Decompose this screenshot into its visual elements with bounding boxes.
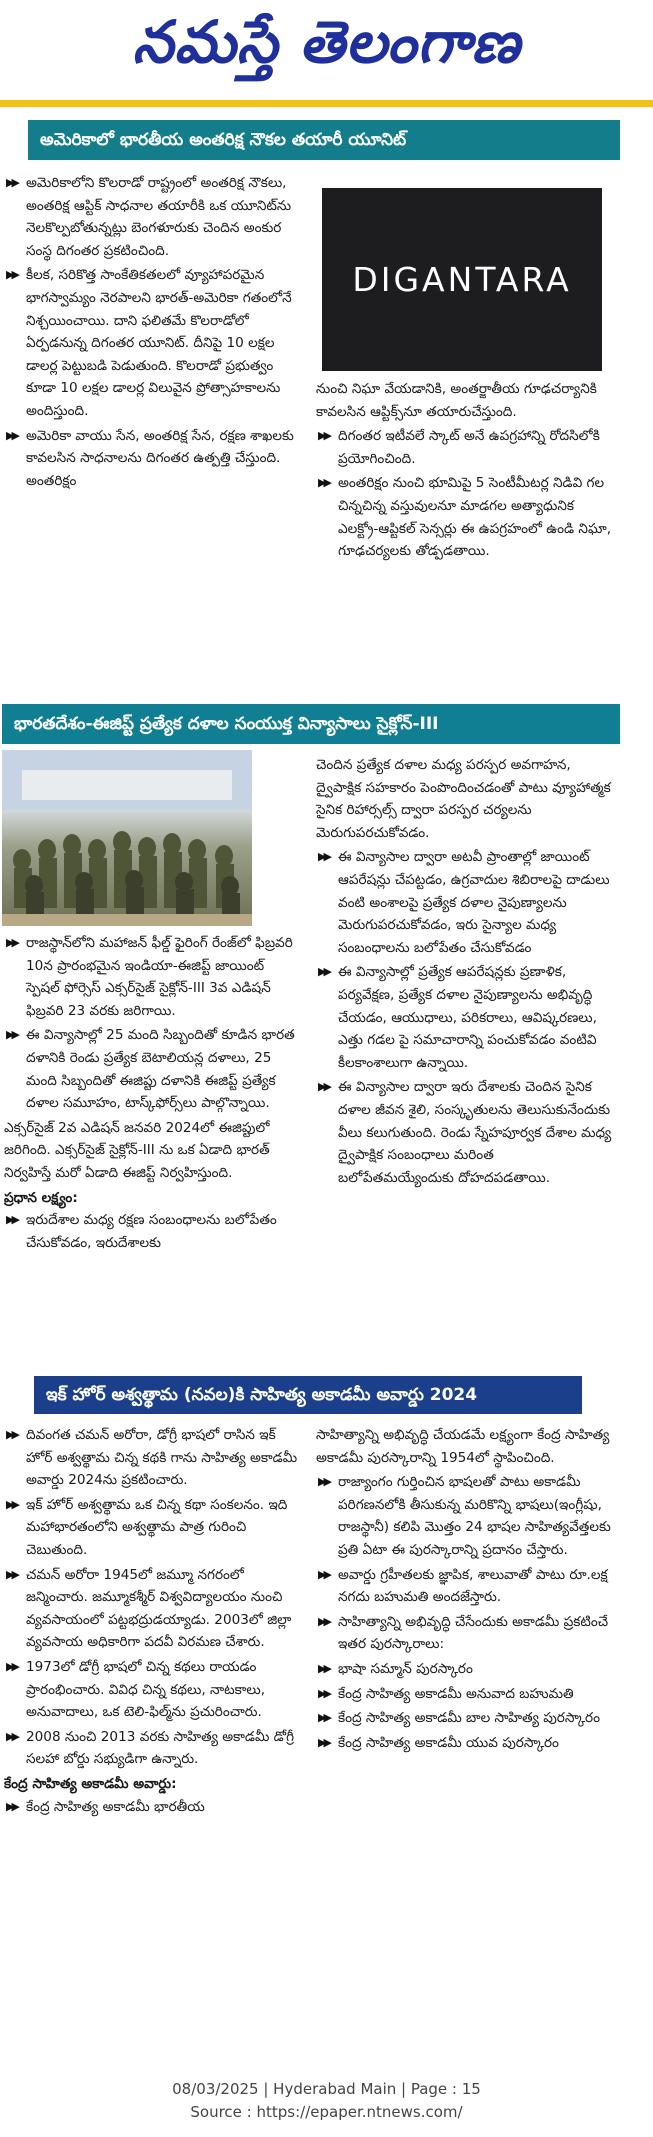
double-arrow-icon: ▶▶ <box>6 1497 17 1511</box>
list-item: ▶▶ దిగంతర ఇటీవలే స్కాట్ అనే ఉపగ్రహాన్ని రోదసిలోకి ప్రయోగించింది. <box>316 425 612 470</box>
article-3-title: ఇక్ హోర్ అశ్వత్థామ (నవల)కి సాహిత్య అకాడమీ అవార్డు 2024 <box>34 1376 582 1414</box>
list-item: ▶▶ చమన్ అరోరా 1945లో జమ్మూ నగరంలో జన్మించారు. జమ్మూకశ్మీర్ విశ్వవిద్యాలయం నుంచి వ్యవసాయంలో పట్టభద్రుడయ్యాడు. 2003లో జిల్లా వ్యవసాయ అధికారిగా పదవీ విరమణ చేశారు. <box>4 1564 300 1654</box>
double-arrow-icon: ▶▶ <box>318 1686 329 1700</box>
continuation-text: చెందిన ప్రత్యేక దళాల మధ్య పరస్పర అవగాహన, ద్వైపాక్షిక సహకారం పెంపొందించడంతో పాటు వ్యూహాత్మక సైనిక రిహార్సల్స్ ద్వారా పరస్పర చర్యలను మెరుగుపరచుకోవడం. <box>316 757 611 841</box>
list-item: ▶▶ కేంద్ర సాహిత్య అకాడమీ యువ పురస్కారం <box>316 1732 612 1755</box>
list-item: ▶▶ అంతరిక్షం నుంచి భూమిపై 5 సెంటీమీటర్ల నిడివి గల చిన్నచిన్న వస్తువులనూ మాడగల అత్యాధునిక ఎలక్ట్రో-ఆప్టికల్ సెన్సర్లు ఈ ఉపగ్రహంలో ఉండి నిఘా, గూఢచర్యలకు తోడ్పడతాయి. <box>316 472 612 562</box>
article-1-title: అమెరికాలో భారతీయ అంతరిక్ష నౌకల తయారీ యూనిట్ <box>28 120 620 160</box>
footer-source-link[interactable]: Source : https://epaper.ntnews.com/ <box>190 2103 463 2121</box>
article-2 <box>0 700 620 1368</box>
masthead-title: నమస్తే తెలంగాణ <box>132 8 521 76</box>
list-item: ▶▶ కేంద్ర సాహిత్య అకాడమీ అనువాద బహుమతి <box>316 1683 612 1706</box>
list-item: ▶▶ ఇరుదేశాల మధ్య రక్షణ సంబంధాలను బలోపేతం చేసుకోవడం, ఇరుదేశాలకు <box>4 1209 300 1254</box>
double-arrow-icon: ▶▶ <box>318 1475 329 1489</box>
double-arrow-icon: ▶▶ <box>6 1428 17 1441</box>
double-arrow-icon: ▶▶ <box>318 850 329 864</box>
continuation-text: సాహిత్యాన్ని అభివృద్ధి చేయడమే లక్ష్యంగా కేంద్ర సాహిత్య అకాడమీ పురస్కారాన్ని 1954లో స్థాపించింది. <box>316 1427 610 1466</box>
paragraph: ఎక్సర్‌సైజ్ 2వ ఎడిషన్ జనవరి 2024లో ఈజిప్టులో జరిగింది. ఎక్సర్‌సైజ్ సైక్లోన్-III ను ఒక ఏడాది భారత్ నిర్వహిస్తే మరో ఏడాది ఈజిప్ట్ నిర్వహిస్తుంది. <box>4 1119 270 1181</box>
article-3 <box>0 1376 620 2050</box>
double-arrow-icon: ▶▶ <box>6 1659 17 1673</box>
list-item: ▶▶ కేంద్ర సాహిత్య అకాడమీ భారతీయ <box>4 1796 300 1819</box>
double-arrow-icon: ▶▶ <box>6 428 17 442</box>
troops-photo-image <box>2 750 252 926</box>
list-item: ▶▶ 1973లో డోగ్రీ భాషలో చిన్న కథలు రాయడం ప్రారంభించారు. వివిధ చిన్న కథలు, నాటకాలు, అనువాదాలు, ఒక టెలి-ఫిల్మ్‌ను ప్రచురించారు. <box>4 1656 300 1724</box>
list-item: ▶▶ ఈ విన్యాసాల్లో ప్రత్యేక ఆపరేషన్లకు ప్రణాళిక, పర్యవేక్షణ, ప్రత్యేక దళాల నైపుణ్యాలను అభివృద్ధి చేయడం, ఆయుధాలు, పరికరాలు, ఆవిష్కరణలు, ఎత్తు గడల పై సమాచారాన్ని పంచుకోవడం వంటివి కీలకాంశాలుగా ఉన్నాయి. <box>316 961 612 1074</box>
double-arrow-icon: ▶▶ <box>6 936 17 949</box>
list-item: ▶▶ కీలక, సరికొత్త సాంకేతికతలలో వ్యూహాపరమైన భాగస్వామ్యం నెరపాలని భారత్-అమెరికా గతంలోనే నిశ్చయించాయి. దాని ఫలితమే కొలరాడోలో ఏర్పడనున్న దిగంతర యూనిట్. దీనిపై 10 లక్షల డాలర్ల పెట్టుబడి పెడుతుంది. కొలరాడో ప్రభుత్వం కూడా 10 లక్షల డాలర్ల విలువైన ప్రోత్సాహకాలను అందిస్తుంది. <box>4 264 300 422</box>
double-arrow-icon: ▶▶ <box>6 1799 17 1813</box>
masthead-rule <box>0 100 653 107</box>
double-arrow-icon: ▶▶ <box>318 1080 329 1094</box>
continuation-text: నుంచి నిఘా వేయడానికి, అంతర్జాతీయ గూఢచర్యానికి కావలసిన ఆప్టిక్స్‌నూ తయారుచేస్తుంది. <box>316 381 597 420</box>
double-arrow-icon: ▶▶ <box>318 1614 329 1628</box>
double-arrow-icon: ▶▶ <box>318 429 329 443</box>
digantara-logo: DIGANTARA <box>322 188 602 371</box>
article-1 <box>0 120 620 693</box>
subheading: కేంద్ర సాహిత్య అకాడమీ అవార్డు: <box>4 1775 177 1792</box>
list-item: ▶▶ అమెరికా వాయు సేన, అంతరిక్ష సేన, రక్షణ శాఖలకు కావలసిన సాధనాలను దిగంతర ఉత్పత్తి చేస్తుంది. అంతరిక్షం <box>4 425 300 493</box>
double-arrow-icon: ▶▶ <box>318 476 329 490</box>
list-item: ▶▶ ఈ విన్యాసాల ద్వారా ఇరు దేశాలకు చెందిన సైనిక దళాల జీవన శైలి, సంస్కృతులను తెలుసుకునేందుకు వీలు కలుగుతుంది. రెండు స్నేహపూర్వక దేశాల మధ్య ద్వైపాక్షిక సంబంధాలు మరింత బలోపేతమయ్యేందుకు దోహదపడతాయి. <box>316 1076 612 1189</box>
double-arrow-icon: ▶▶ <box>6 1567 17 1581</box>
article-1-right-column <box>316 378 612 565</box>
list-item: ▶▶ దివంగత చమన్ అరోరా, డోగ్రీ భాషలో రాసిన ఇక్ హోర్ అశ్వత్థామ చిన్న కథకి గాను సాహిత్య అకాడమీ అవార్డు 2024ను ప్రకటించారు. <box>4 1424 300 1492</box>
list-item: ▶▶ ఇక్ హోర్ అశ్వత్థామ ఒక చిన్న కథా సంకలనం. ఇది మహాభారతంలోని అశ్వత్థామ పాత్ర గురించి చెబుతుంది. <box>4 1494 300 1562</box>
double-arrow-icon: ▶▶ <box>6 1028 17 1042</box>
article-2-title: భారతదేశం-ఈజిప్ట్ ప్రత్యేక దళాల సంయుక్త విన్యాసాలు సైక్లోన్-III <box>2 704 620 744</box>
article-2-right-column <box>316 754 612 1191</box>
list-item: ▶▶ రాజస్థాన్‌లోని మహాజన్ ఫీల్డ్ ఫైరింగ్ రేంజ్‌లో ఫిబ్రవరి 10న ప్రారంభమైన ఇండియా-ఈజిప్ట్ జాయింట్ స్పెషల్ ఫోర్సెస్ ఎక్సర్‌సైజ్ సైక్లోన్-III 3వ ఎడిషన్ ఫిబ్రవరి 23 వరకు జరిగాయి. <box>4 932 300 1022</box>
article-3-right-column <box>316 1424 612 1756</box>
list-item: ▶▶ అమెరికాలోని కొలరాడో రాష్ట్రంలో అంతరిక్ష నౌకలు, అంతరిక్ష ఆప్టిక్ సాధనాల తయారీకి ఒక యూనిట్‌ను నెలకొల్పబోతున్నట్లు బెంగళూరుకు చెందిన అంకుర సంస్థ దిగంతర ప్రకటించింది. <box>4 172 300 262</box>
footer-date-line: 08/03/2025 | Hyderabad Main | Page : 15 <box>172 2080 481 2098</box>
list-item: ▶▶ అవార్డు గ్రహీతలకు జ్ఞాపిక, శాలువాతో పాటు రూ.లక్ష నగదు బహుమతి అందజేస్తారు. <box>316 1564 612 1609</box>
double-arrow-icon: ▶▶ <box>318 1735 329 1749</box>
article-3-left-column <box>4 1424 300 1820</box>
list-item: ▶▶ ఈ విన్యాసాల ద్వారా అటవీ ప్రాంతాల్లో జాయింట్ ఆపరేషన్లు చేపట్టడం, ఉగ్రవాదుల శిబిరాలపై దాడులు వంటి అంశాలపై ప్రత్యేక దళాల నైపుణ్యాలను మెరుగుపరచుకోవడం, ఇరు సైన్యాల మధ్య సంబంధాలను బలోపేతం చేసుకోవడం <box>316 846 612 959</box>
double-arrow-icon: ▶▶ <box>6 1729 17 1743</box>
list-item: ▶▶ భాషా సమ్మాన్ పురస్కారం <box>316 1658 612 1681</box>
double-arrow-icon: ▶▶ <box>318 1567 329 1581</box>
article-2-left-column <box>4 932 300 1256</box>
subheading: ప్రధాన లక్ష్యం: <box>4 1189 78 1206</box>
masthead <box>0 0 653 104</box>
list-item: ▶▶ ఈ విన్యాసాల్లో 25 మంది సిబ్బందితో కూడిన భారత దళానికి రెండు ప్రత్యేక బెటాలియన్ల దళాలు, 25 మంది సిబ్బందితో ఈజిప్టు దళానికి ఈజిప్ట్ ప్రత్యేక దళాల సమూహం, టాస్క్‌ఫోర్స్‌లు పాల్గొన్నాయి. <box>4 1024 300 1114</box>
double-arrow-icon: ▶▶ <box>6 176 17 189</box>
double-arrow-icon: ▶▶ <box>318 1711 329 1725</box>
list-item: ▶▶ కేంద్ర సాహిత్య అకాడమీ బాల సాహిత్య పురస్కారం <box>316 1707 612 1730</box>
troops-photo <box>2 750 252 926</box>
list-item: ▶▶ రాజ్యాంగం గుర్తించిన భాషలతో పాటు అకాడమీ పరిగణనలోకి తీసుకున్న మరికొన్ని భాషలు(ఇంగ్లీషు, రాజస్థానీ) కలిపి మొత్తం 24 భాషల సాహిత్యవేత్తలకు ప్రతి ఏటా ఈ పురస్కారాన్ని ప్రదానం చేస్తారు. <box>316 1471 612 1561</box>
double-arrow-icon: ▶▶ <box>6 268 17 282</box>
list-item: ▶▶ సాహిత్యాన్ని అభివృద్ధి చేసేందుకు అకాడమీ ప్రకటించే ఇతర పురస్కారాలు: <box>316 1611 612 1656</box>
double-arrow-icon: ▶▶ <box>318 965 329 979</box>
list-item: ▶▶ 2008 నుంచి 2013 వరకు సాహిత్య అకాడమీ డోగ్రీ సలహా బోర్డు సభ్యుడిగా ఉన్నారు. <box>4 1726 300 1771</box>
double-arrow-icon: ▶▶ <box>318 1661 329 1675</box>
double-arrow-icon: ▶▶ <box>6 1213 17 1227</box>
article-1-left-column <box>4 172 300 494</box>
